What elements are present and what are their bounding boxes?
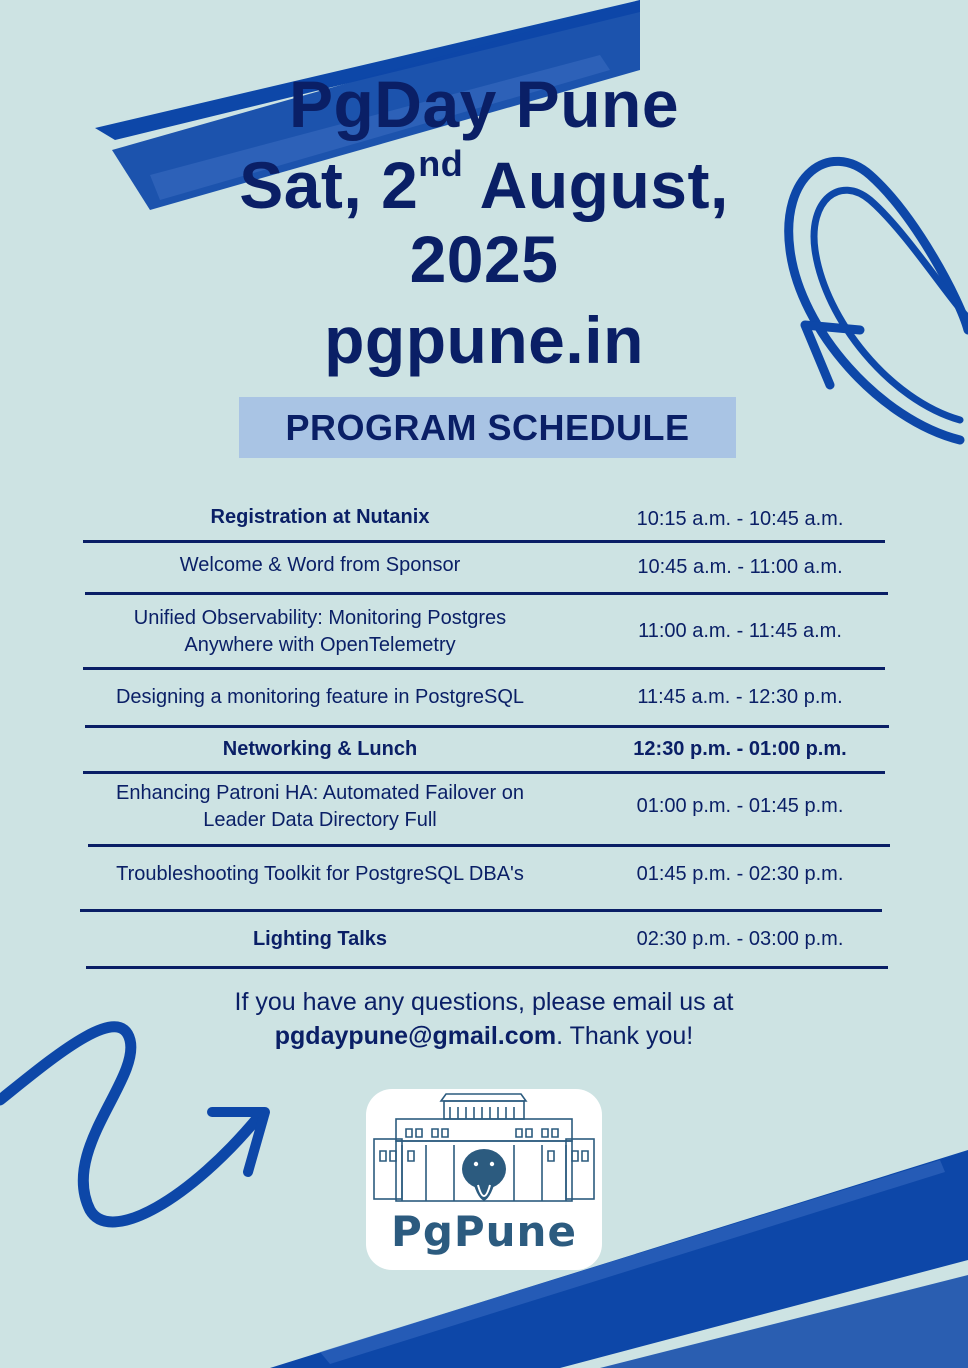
schedule-time: 01:00 p.m. - 01:45 p.m. (636, 795, 844, 817)
event-date-suffix: nd (418, 143, 464, 184)
row-divider (83, 771, 885, 774)
contact-line1: If you have any questions, please email us at (234, 988, 734, 1016)
row-divider (85, 592, 888, 595)
schedule-time: 12:30 p.m. - 01:00 p.m. (633, 738, 847, 760)
row-divider (85, 725, 889, 728)
contact-email-link[interactable]: pgdaypune@gmail.com (274, 1022, 557, 1050)
schedule-time: 11:45 a.m. - 12:30 p.m. (637, 686, 843, 708)
schedule-event-line2: Anywhere with OpenTelemetry (184, 634, 456, 656)
contact-thanks: . Thank you! (556, 1022, 694, 1050)
schedule-event: Welcome & Word from Sponsor (179, 554, 461, 576)
row-divider (80, 909, 882, 912)
schedule-event: Troubleshooting Toolkit for PostgreSQL DBA's (116, 863, 524, 885)
schedule-time: 10:15 a.m. - 10:45 a.m. (636, 508, 844, 530)
schedule-time: 01:45 p.m. - 02:30 p.m. (636, 863, 844, 885)
event-date (0, 143, 968, 222)
pgpune-logo (366, 1089, 602, 1270)
event-title: PgDay Pune (288, 67, 680, 141)
logo-text: PgPune (391, 1207, 577, 1256)
row-divider (83, 540, 885, 543)
event-website[interactable]: pgpune.in (324, 303, 644, 377)
schedule-event: Networking & Lunch (222, 738, 418, 760)
schedule-event: Designing a monitoring feature in PostgreSQL (115, 686, 524, 708)
contact-line2 (0, 1019, 968, 1053)
schedule-time: 10:45 a.m. - 11:00 a.m. (637, 556, 843, 578)
event-year: 2025 (409, 222, 559, 296)
event-date-post: August, (463, 148, 729, 222)
row-divider (88, 844, 890, 847)
row-divider (83, 667, 885, 670)
left-squiggle (0, 1027, 260, 1222)
contact-message (0, 985, 968, 1053)
row-divider (86, 966, 888, 969)
program-schedule-banner: PROGRAM SCHEDULE (239, 397, 736, 458)
schedule-event: Lighting Talks (252, 928, 388, 950)
schedule-time: 02:30 p.m. - 03:00 p.m. (636, 928, 844, 950)
schedule-event-line2: Leader Data Directory Full (203, 809, 437, 831)
schedule-time: 11:00 a.m. - 11:45 a.m. (638, 620, 842, 642)
schedule-event-line1: Enhancing Patroni HA: Automated Failover on (115, 782, 525, 804)
schedule-event-line1: Unified Observability: Monitoring Postgres (133, 607, 507, 629)
event-date-pre: Sat, 2 (239, 148, 419, 222)
schedule-event: Registration at Nutanix (210, 506, 430, 528)
